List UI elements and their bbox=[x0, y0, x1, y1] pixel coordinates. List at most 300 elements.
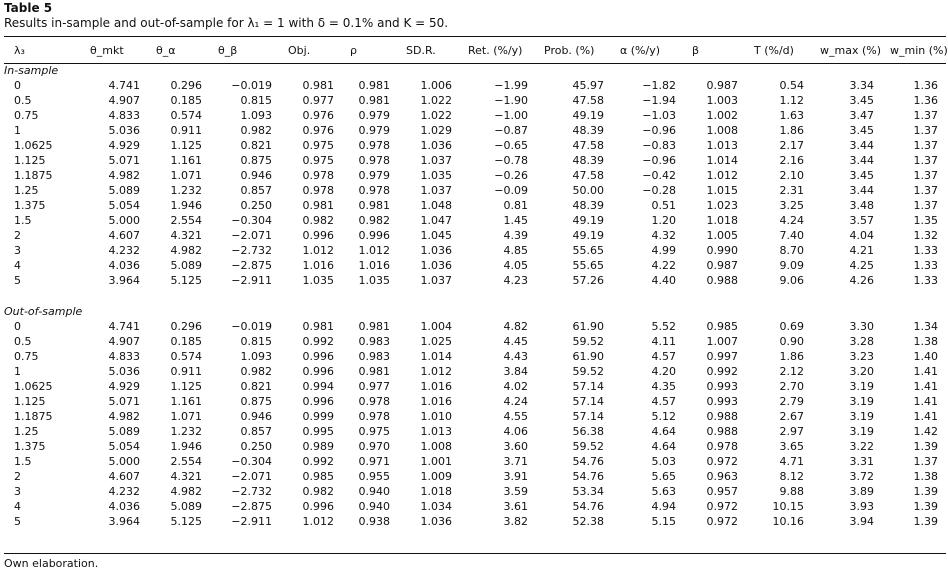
section-gap bbox=[4, 288, 946, 303]
cell-sd-ratio: 1.025 bbox=[420, 335, 452, 348]
table-row bbox=[4, 514, 946, 529]
cell-objective: 0.989 bbox=[302, 440, 334, 453]
cell-w-min: 1.37 bbox=[913, 184, 938, 197]
cell-return: 4.55 bbox=[503, 410, 528, 423]
cell-lambda3: 1 bbox=[14, 365, 21, 378]
cell-theta-mkt: 4.607 bbox=[108, 470, 140, 483]
cell-alpha: −1.82 bbox=[642, 79, 676, 92]
cell-beta: 1.013 bbox=[706, 139, 738, 152]
cell-return: 3.71 bbox=[503, 455, 528, 468]
cell-return: 3.82 bbox=[503, 515, 528, 528]
cell-sd-ratio: 1.001 bbox=[420, 455, 452, 468]
cell-rho: 1.016 bbox=[358, 259, 390, 272]
cell-rho: 0.940 bbox=[358, 485, 390, 498]
cell-theta-mkt: 5.071 bbox=[108, 154, 140, 167]
cell-rho: 0.978 bbox=[358, 184, 390, 197]
cell-return: 3.91 bbox=[503, 470, 528, 483]
header-return: Ret. (%/y) bbox=[468, 43, 523, 57]
header-probability: Prob. (%) bbox=[544, 43, 595, 57]
cell-theta-mkt: 5.036 bbox=[108, 365, 140, 378]
cell-theta-beta: −2.911 bbox=[231, 515, 272, 528]
table-row bbox=[4, 213, 946, 228]
cell-theta-alpha: 1.161 bbox=[170, 395, 202, 408]
cell-sd-ratio: 1.013 bbox=[420, 425, 452, 438]
cell-theta-alpha: 2.554 bbox=[170, 214, 202, 227]
cell-lambda3: 1.1875 bbox=[14, 169, 53, 182]
cell-probability: 49.19 bbox=[572, 229, 604, 242]
cell-return: −1.90 bbox=[494, 94, 528, 107]
cell-probability: 47.58 bbox=[572, 139, 604, 152]
cell-theta-alpha: 4.321 bbox=[170, 470, 202, 483]
section-title-row bbox=[4, 303, 946, 319]
cell-alpha: 4.57 bbox=[651, 350, 676, 363]
cell-theta-alpha: 0.296 bbox=[170, 79, 202, 92]
cell-w-max: 3.45 bbox=[849, 169, 874, 182]
cell-alpha: 4.35 bbox=[651, 380, 676, 393]
cell-alpha: 4.57 bbox=[651, 395, 676, 408]
cell-turnover: 0.54 bbox=[779, 79, 804, 92]
cell-beta: 0.987 bbox=[706, 79, 738, 92]
cell-sd-ratio: 1.035 bbox=[420, 169, 452, 182]
cell-rho: 0.975 bbox=[358, 425, 390, 438]
cell-theta-mkt: 4.036 bbox=[108, 259, 140, 272]
cell-w-min: 1.39 bbox=[913, 485, 938, 498]
cell-w-min: 1.37 bbox=[913, 124, 938, 137]
header-theta-beta: θ_β bbox=[218, 43, 238, 57]
cell-theta-alpha: 4.982 bbox=[170, 485, 202, 498]
table-row bbox=[4, 439, 946, 454]
cell-rho: 0.979 bbox=[358, 109, 390, 122]
cell-theta-alpha: 4.982 bbox=[170, 244, 202, 257]
cell-theta-mkt: 4.833 bbox=[108, 109, 140, 122]
cell-sd-ratio: 1.036 bbox=[420, 259, 452, 272]
cell-lambda3: 1.5 bbox=[14, 455, 32, 468]
cell-turnover: 3.65 bbox=[779, 440, 804, 453]
cell-objective: 0.994 bbox=[302, 380, 334, 393]
cell-sd-ratio: 1.048 bbox=[420, 199, 452, 212]
cell-objective: 0.992 bbox=[302, 455, 334, 468]
cell-sd-ratio: 1.036 bbox=[420, 244, 452, 257]
cell-lambda3: 0.5 bbox=[14, 335, 32, 348]
cell-w-min: 1.41 bbox=[913, 380, 938, 393]
cell-lambda3: 2 bbox=[14, 470, 21, 483]
cell-beta: 1.008 bbox=[706, 124, 738, 137]
cell-alpha: 4.40 bbox=[651, 274, 676, 287]
cell-lambda3: 0 bbox=[14, 320, 21, 333]
cell-theta-mkt: 5.089 bbox=[108, 425, 140, 438]
header-alpha: α (%/y) bbox=[620, 43, 660, 57]
cell-theta-mkt: 3.964 bbox=[108, 515, 140, 528]
header-theta-mkt: θ_mkt bbox=[90, 43, 124, 57]
cell-sd-ratio: 1.018 bbox=[420, 485, 452, 498]
cell-probability: 59.52 bbox=[572, 365, 604, 378]
cell-probability: 48.39 bbox=[572, 124, 604, 137]
cell-return: 3.84 bbox=[503, 365, 528, 378]
cell-turnover: 8.70 bbox=[779, 244, 804, 257]
gap-cell bbox=[4, 288, 946, 303]
table-caption bbox=[4, 1, 448, 31]
cell-lambda3: 1.0625 bbox=[14, 139, 53, 152]
cell-return: 0.81 bbox=[503, 199, 528, 212]
cell-turnover: 8.12 bbox=[779, 470, 804, 483]
cell-return: 4.06 bbox=[503, 425, 528, 438]
cell-beta: 0.992 bbox=[706, 365, 738, 378]
cell-objective: 0.996 bbox=[302, 365, 334, 378]
cell-theta-beta: −2.071 bbox=[231, 470, 272, 483]
cell-w-max: 3.34 bbox=[849, 79, 874, 92]
cell-return: −0.65 bbox=[494, 139, 528, 152]
cell-w-min: 1.35 bbox=[913, 214, 938, 227]
cell-theta-beta: 0.857 bbox=[240, 425, 272, 438]
cell-beta: 0.987 bbox=[706, 259, 738, 272]
cell-theta-beta: 0.815 bbox=[240, 335, 272, 348]
cell-rho: 0.981 bbox=[358, 365, 390, 378]
cell-objective: 0.977 bbox=[302, 94, 334, 107]
cell-theta-beta: 0.821 bbox=[240, 139, 272, 152]
cell-beta: 1.015 bbox=[706, 184, 738, 197]
cell-probability: 56.38 bbox=[572, 425, 604, 438]
cell-probability: 59.52 bbox=[572, 440, 604, 453]
cell-w-min: 1.41 bbox=[913, 410, 938, 423]
cell-alpha: −0.83 bbox=[642, 139, 676, 152]
cell-probability: 54.76 bbox=[572, 455, 604, 468]
cell-beta: 0.988 bbox=[706, 425, 738, 438]
cell-objective: 0.978 bbox=[302, 169, 334, 182]
cell-theta-mkt: 4.741 bbox=[108, 320, 140, 333]
cell-rho: 0.983 bbox=[358, 335, 390, 348]
cell-probability: 48.39 bbox=[572, 154, 604, 167]
cell-probability: 55.65 bbox=[572, 244, 604, 257]
cell-lambda3: 1.5 bbox=[14, 214, 32, 227]
table-label: Table 5 bbox=[4, 1, 53, 15]
cell-lambda3: 0 bbox=[14, 79, 21, 92]
table-row bbox=[4, 258, 946, 273]
cell-objective: 0.995 bbox=[302, 425, 334, 438]
cell-rho: 0.977 bbox=[358, 380, 390, 393]
cell-theta-mkt: 4.929 bbox=[108, 139, 140, 152]
cell-w-min: 1.37 bbox=[913, 109, 938, 122]
table-row bbox=[4, 334, 946, 349]
cell-theta-beta: −0.304 bbox=[231, 455, 272, 468]
cell-sd-ratio: 1.022 bbox=[420, 109, 452, 122]
cell-w-min: 1.37 bbox=[913, 169, 938, 182]
cell-theta-alpha: 5.125 bbox=[170, 515, 202, 528]
cell-w-max: 4.04 bbox=[849, 229, 874, 242]
cell-theta-beta: −2.732 bbox=[231, 244, 272, 257]
cell-beta: 0.972 bbox=[706, 500, 738, 513]
cell-return: 3.60 bbox=[503, 440, 528, 453]
cell-beta: 0.963 bbox=[706, 470, 738, 483]
cell-alpha: 0.51 bbox=[651, 199, 676, 212]
cell-theta-alpha: 5.125 bbox=[170, 274, 202, 287]
cell-sd-ratio: 1.012 bbox=[420, 365, 452, 378]
cell-alpha: 5.03 bbox=[651, 455, 676, 468]
cell-w-max: 3.23 bbox=[849, 350, 874, 363]
cell-probability: 57.14 bbox=[572, 395, 604, 408]
cell-turnover: 2.12 bbox=[779, 365, 804, 378]
cell-rho: 0.978 bbox=[358, 410, 390, 423]
cell-rho: 0.940 bbox=[358, 500, 390, 513]
cell-turnover: 2.16 bbox=[779, 154, 804, 167]
cell-rho: 0.978 bbox=[358, 154, 390, 167]
cell-theta-beta: 0.875 bbox=[240, 395, 272, 408]
cell-return: −0.09 bbox=[494, 184, 528, 197]
cell-lambda3: 4 bbox=[14, 500, 21, 513]
cell-theta-beta: 1.093 bbox=[240, 109, 272, 122]
cell-w-min: 1.33 bbox=[913, 259, 938, 272]
cell-theta-alpha: 0.185 bbox=[170, 335, 202, 348]
cell-theta-alpha: 0.185 bbox=[170, 94, 202, 107]
cell-sd-ratio: 1.029 bbox=[420, 124, 452, 137]
cell-turnover: 9.09 bbox=[779, 259, 804, 272]
header-w-max: w_max (%) bbox=[820, 43, 881, 57]
cell-w-max: 4.25 bbox=[849, 259, 874, 272]
header-w-min: w_min (%) bbox=[890, 43, 948, 57]
table-row bbox=[4, 394, 946, 409]
cell-beta: 0.990 bbox=[706, 244, 738, 257]
cell-probability: 59.52 bbox=[572, 335, 604, 348]
cell-theta-beta: −2.732 bbox=[231, 485, 272, 498]
cell-turnover: 2.79 bbox=[779, 395, 804, 408]
cell-probability: 47.58 bbox=[572, 94, 604, 107]
cell-return: 3.61 bbox=[503, 500, 528, 513]
cell-rho: 0.979 bbox=[358, 169, 390, 182]
cell-turnover: 2.70 bbox=[779, 380, 804, 393]
cell-alpha: −0.42 bbox=[642, 169, 676, 182]
cell-lambda3: 1.25 bbox=[14, 425, 39, 438]
cell-turnover: 4.24 bbox=[779, 214, 804, 227]
cell-w-max: 3.19 bbox=[849, 410, 874, 423]
cell-theta-alpha: 0.911 bbox=[170, 365, 202, 378]
cell-theta-mkt: 5.036 bbox=[108, 124, 140, 137]
table-header bbox=[4, 38, 946, 62]
cell-theta-beta: 0.815 bbox=[240, 94, 272, 107]
table-row bbox=[4, 168, 946, 183]
cell-w-max: 3.89 bbox=[849, 485, 874, 498]
cell-rho: 0.979 bbox=[358, 124, 390, 137]
cell-return: 1.45 bbox=[503, 214, 528, 227]
cell-beta: 0.988 bbox=[706, 274, 738, 287]
cell-objective: 0.992 bbox=[302, 335, 334, 348]
cell-objective: 0.981 bbox=[302, 320, 334, 333]
cell-turnover: 1.63 bbox=[779, 109, 804, 122]
cell-turnover: 7.40 bbox=[779, 229, 804, 242]
section-title: Out-of-sample bbox=[4, 304, 83, 318]
cell-w-min: 1.33 bbox=[913, 274, 938, 287]
cell-beta: 1.003 bbox=[706, 94, 738, 107]
cell-w-max: 3.20 bbox=[849, 365, 874, 378]
cell-w-max: 3.31 bbox=[849, 455, 874, 468]
cell-turnover: 0.69 bbox=[779, 320, 804, 333]
cell-objective: 0.981 bbox=[302, 79, 334, 92]
cell-theta-beta: −2.875 bbox=[231, 500, 272, 513]
cell-sd-ratio: 1.036 bbox=[420, 139, 452, 152]
cell-rho: 0.981 bbox=[358, 199, 390, 212]
cell-theta-beta: 0.857 bbox=[240, 184, 272, 197]
cell-return: 4.39 bbox=[503, 229, 528, 242]
header-theta-alpha: θ_α bbox=[156, 43, 176, 57]
cell-theta-alpha: 1.232 bbox=[170, 425, 202, 438]
cell-objective: 0.985 bbox=[302, 470, 334, 483]
cell-theta-mkt: 4.907 bbox=[108, 94, 140, 107]
cell-probability: 57.26 bbox=[572, 274, 604, 287]
cell-rho: 1.012 bbox=[358, 244, 390, 257]
cell-turnover: 1.12 bbox=[779, 94, 804, 107]
cell-w-max: 3.45 bbox=[849, 124, 874, 137]
cell-return: 4.02 bbox=[503, 380, 528, 393]
cell-sd-ratio: 1.034 bbox=[420, 500, 452, 513]
cell-probability: 57.14 bbox=[572, 380, 604, 393]
cell-alpha: 4.99 bbox=[651, 244, 676, 257]
table-row bbox=[4, 78, 946, 93]
table-row bbox=[4, 379, 946, 394]
results-table bbox=[4, 38, 946, 529]
header-turnover: T (%/d) bbox=[754, 43, 794, 57]
cell-rho: 0.981 bbox=[358, 320, 390, 333]
cell-objective: 0.999 bbox=[302, 410, 334, 423]
cell-objective: 0.975 bbox=[302, 154, 334, 167]
cell-theta-alpha: 4.321 bbox=[170, 229, 202, 242]
cell-alpha: 4.32 bbox=[651, 229, 676, 242]
header-beta: β bbox=[692, 43, 700, 57]
cell-lambda3: 0.75 bbox=[14, 350, 39, 363]
cell-lambda3: 4 bbox=[14, 259, 21, 272]
cell-w-min: 1.34 bbox=[913, 320, 938, 333]
cell-theta-alpha: 1.161 bbox=[170, 154, 202, 167]
cell-return: 4.05 bbox=[503, 259, 528, 272]
cell-alpha: 5.52 bbox=[651, 320, 676, 333]
cell-return: −0.87 bbox=[494, 124, 528, 137]
cell-alpha: −0.96 bbox=[642, 124, 676, 137]
table-row bbox=[4, 153, 946, 168]
cell-theta-beta: −2.071 bbox=[231, 229, 272, 242]
cell-theta-beta: 0.875 bbox=[240, 154, 272, 167]
bottom-rule bbox=[4, 553, 946, 554]
cell-theta-alpha: 5.089 bbox=[170, 500, 202, 513]
cell-lambda3: 1.375 bbox=[14, 199, 46, 212]
cell-lambda3: 1.125 bbox=[14, 154, 46, 167]
top-rule bbox=[4, 36, 946, 37]
cell-theta-alpha: 0.296 bbox=[170, 320, 202, 333]
table-row bbox=[4, 424, 946, 439]
cell-sd-ratio: 1.006 bbox=[420, 79, 452, 92]
cell-w-min: 1.39 bbox=[913, 515, 938, 528]
cell-w-min: 1.37 bbox=[913, 455, 938, 468]
cell-theta-mkt: 4.741 bbox=[108, 79, 140, 92]
cell-beta: 0.993 bbox=[706, 380, 738, 393]
cell-lambda3: 1 bbox=[14, 124, 21, 137]
cell-w-max: 3.44 bbox=[849, 139, 874, 152]
cell-theta-alpha: 1.125 bbox=[170, 380, 202, 393]
cell-theta-beta: −2.875 bbox=[231, 259, 272, 272]
cell-alpha: −1.03 bbox=[642, 109, 676, 122]
table-row bbox=[4, 484, 946, 499]
cell-beta: 1.018 bbox=[706, 214, 738, 227]
cell-w-max: 3.94 bbox=[849, 515, 874, 528]
cell-w-max: 3.45 bbox=[849, 94, 874, 107]
cell-sd-ratio: 1.047 bbox=[420, 214, 452, 227]
cell-w-min: 1.41 bbox=[913, 365, 938, 378]
cell-w-max: 3.48 bbox=[849, 199, 874, 212]
cell-lambda3: 3 bbox=[14, 485, 21, 498]
cell-w-max: 3.19 bbox=[849, 380, 874, 393]
cell-theta-mkt: 4.232 bbox=[108, 485, 140, 498]
cell-w-max: 3.57 bbox=[849, 214, 874, 227]
table-row bbox=[4, 138, 946, 153]
cell-theta-mkt: 5.054 bbox=[108, 440, 140, 453]
table-row bbox=[4, 228, 946, 243]
cell-lambda3: 5 bbox=[14, 515, 21, 528]
cell-theta-mkt: 4.982 bbox=[108, 410, 140, 423]
cell-w-min: 1.39 bbox=[913, 440, 938, 453]
cell-w-max: 3.28 bbox=[849, 335, 874, 348]
cell-w-min: 1.39 bbox=[913, 500, 938, 513]
cell-alpha: 5.15 bbox=[651, 515, 676, 528]
cell-theta-beta: 0.982 bbox=[240, 365, 272, 378]
cell-w-min: 1.42 bbox=[913, 425, 938, 438]
table-row bbox=[4, 198, 946, 213]
cell-return: 4.23 bbox=[503, 274, 528, 287]
cell-sd-ratio: 1.045 bbox=[420, 229, 452, 242]
cell-objective: 0.976 bbox=[302, 109, 334, 122]
cell-w-max: 3.72 bbox=[849, 470, 874, 483]
cell-w-min: 1.36 bbox=[913, 94, 938, 107]
cell-turnover: 2.67 bbox=[779, 410, 804, 423]
cell-sd-ratio: 1.036 bbox=[420, 515, 452, 528]
cell-theta-beta: −0.019 bbox=[231, 79, 272, 92]
cell-beta: 0.997 bbox=[706, 350, 738, 363]
cell-rho: 0.978 bbox=[358, 395, 390, 408]
cell-sd-ratio: 1.037 bbox=[420, 184, 452, 197]
table-footnote: Own elaboration. bbox=[4, 557, 99, 570]
cell-beta: 1.023 bbox=[706, 199, 738, 212]
cell-turnover: 1.86 bbox=[779, 350, 804, 363]
cell-return: −1.99 bbox=[494, 79, 528, 92]
cell-theta-mkt: 3.964 bbox=[108, 274, 140, 287]
cell-theta-beta: 0.250 bbox=[240, 440, 272, 453]
table-row bbox=[4, 349, 946, 364]
cell-turnover: 2.97 bbox=[779, 425, 804, 438]
table-caption-text: Results in-sample and out-of-sample for λ₁ = 1 with δ = 0.1% and K = 50. bbox=[4, 16, 449, 30]
cell-theta-beta: 0.946 bbox=[240, 410, 272, 423]
cell-lambda3: 5 bbox=[14, 274, 21, 287]
section-title-row bbox=[4, 62, 946, 78]
cell-objective: 1.012 bbox=[302, 515, 334, 528]
cell-beta: 0.978 bbox=[706, 440, 738, 453]
cell-lambda3: 0.5 bbox=[14, 94, 32, 107]
cell-beta: 1.007 bbox=[706, 335, 738, 348]
section-title: In-sample bbox=[4, 63, 59, 77]
cell-return: −0.78 bbox=[494, 154, 528, 167]
cell-theta-mkt: 5.000 bbox=[108, 455, 140, 468]
cell-theta-alpha: 1.071 bbox=[170, 169, 202, 182]
cell-theta-mkt: 5.089 bbox=[108, 184, 140, 197]
cell-w-min: 1.37 bbox=[913, 139, 938, 152]
cell-probability: 48.39 bbox=[572, 199, 604, 212]
cell-probability: 54.76 bbox=[572, 470, 604, 483]
cell-theta-alpha: 0.574 bbox=[170, 350, 202, 363]
cell-sd-ratio: 1.009 bbox=[420, 470, 452, 483]
cell-w-max: 3.44 bbox=[849, 154, 874, 167]
cell-objective: 1.035 bbox=[302, 274, 334, 287]
cell-w-max: 3.19 bbox=[849, 425, 874, 438]
table-row bbox=[4, 319, 946, 334]
cell-probability: 45.97 bbox=[572, 79, 604, 92]
cell-return: 4.45 bbox=[503, 335, 528, 348]
cell-theta-mkt: 5.071 bbox=[108, 395, 140, 408]
cell-rho: 0.955 bbox=[358, 470, 390, 483]
cell-w-min: 1.33 bbox=[913, 244, 938, 257]
